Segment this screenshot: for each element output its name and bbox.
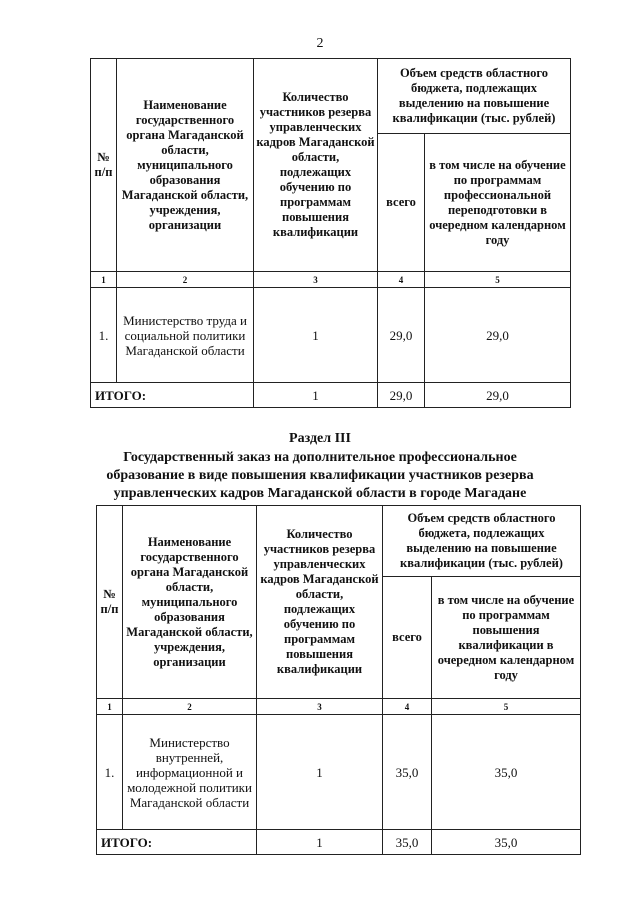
col-index: 1: [91, 272, 117, 288]
col-index: 2: [123, 699, 257, 715]
col-index: 5: [432, 699, 581, 715]
row-total: 35,0: [383, 715, 432, 830]
section-heading-line: образование в виде повышения квалификации участников резерва: [106, 468, 534, 483]
row-incl: 35,0: [432, 715, 581, 830]
table-row: [97, 715, 581, 830]
row-incl: 29,0: [425, 288, 571, 383]
header-incl: в том числе на обучение по программам повышения квалификации в очередном календарном году: [432, 577, 581, 699]
col-index: 1: [97, 699, 123, 715]
header-num: № п/п: [97, 506, 123, 699]
budget-table-2: [96, 505, 581, 855]
row-name: Министерство внутренней, информационной и молодежной политики Магаданской области: [123, 715, 257, 830]
table-header-row: [91, 59, 571, 134]
row-name: Министерство труда и социальной политики Магаданской области: [117, 288, 254, 383]
col-index: 4: [378, 272, 425, 288]
itogo-row: [91, 383, 571, 408]
col-index: 3: [254, 272, 378, 288]
header-num: № п/п: [91, 59, 117, 272]
budget-table-1: [90, 58, 571, 408]
itogo-total: 35,0: [383, 830, 432, 855]
header-incl: в том числе на обучение по программам профессиональной переподготовки в очередном календарном году: [425, 134, 571, 272]
header-count: Количество участников резерва управленческих кадров Магаданской области, подлежащих обучению по программам повышения квалификации: [257, 506, 383, 699]
itogo-row: [97, 830, 581, 855]
page-number: 2: [316, 36, 324, 51]
col-index: 4: [383, 699, 432, 715]
column-index-row: [97, 699, 581, 715]
header-budget: Объем средств областного бюджета, подлежащих выделению на повышение квалификации (тыс. рублей): [378, 59, 571, 134]
itogo-count: 1: [254, 383, 378, 408]
itogo-total: 29,0: [378, 383, 425, 408]
itogo-label: ИТОГО:: [91, 383, 254, 408]
column-index-row: [91, 272, 571, 288]
itogo-incl: 29,0: [425, 383, 571, 408]
itogo-count: 1: [257, 830, 383, 855]
itogo-label: ИТОГО:: [97, 830, 257, 855]
section-title: Раздел III: [289, 431, 351, 446]
table-row: [91, 288, 571, 383]
row-count: 1: [254, 288, 378, 383]
section-heading-line: управленческих кадров Магаданской области в городе Магадане: [113, 486, 527, 501]
row-num: 1.: [97, 715, 123, 830]
itogo-incl: 35,0: [432, 830, 581, 855]
header-budget: Объем средств областного бюджета, подлежащих выделению на повышение квалификации (тыс. рублей): [383, 506, 581, 577]
header-total: всего: [383, 577, 432, 699]
col-index: 5: [425, 272, 571, 288]
col-index: 3: [257, 699, 383, 715]
section-heading-line: Государственный заказ на дополнительное профессиональное: [123, 450, 517, 465]
col-index: 2: [117, 272, 254, 288]
header-count: Количество участников резерва управленческих кадров Магаданской области, подлежащих обучению по программам повышения квалификации: [254, 59, 378, 272]
row-num: 1.: [91, 288, 117, 383]
header-name: Наименование государственного органа Магаданской области, муниципального образования Магаданской области, учреждения, организации: [117, 59, 254, 272]
table-header-row: [97, 506, 581, 577]
row-count: 1: [257, 715, 383, 830]
row-total: 29,0: [378, 288, 425, 383]
header-name: Наименование государственного органа Магаданской области, муниципального образования Магаданской области, учреждения, организации: [123, 506, 257, 699]
header-total: всего: [378, 134, 425, 272]
